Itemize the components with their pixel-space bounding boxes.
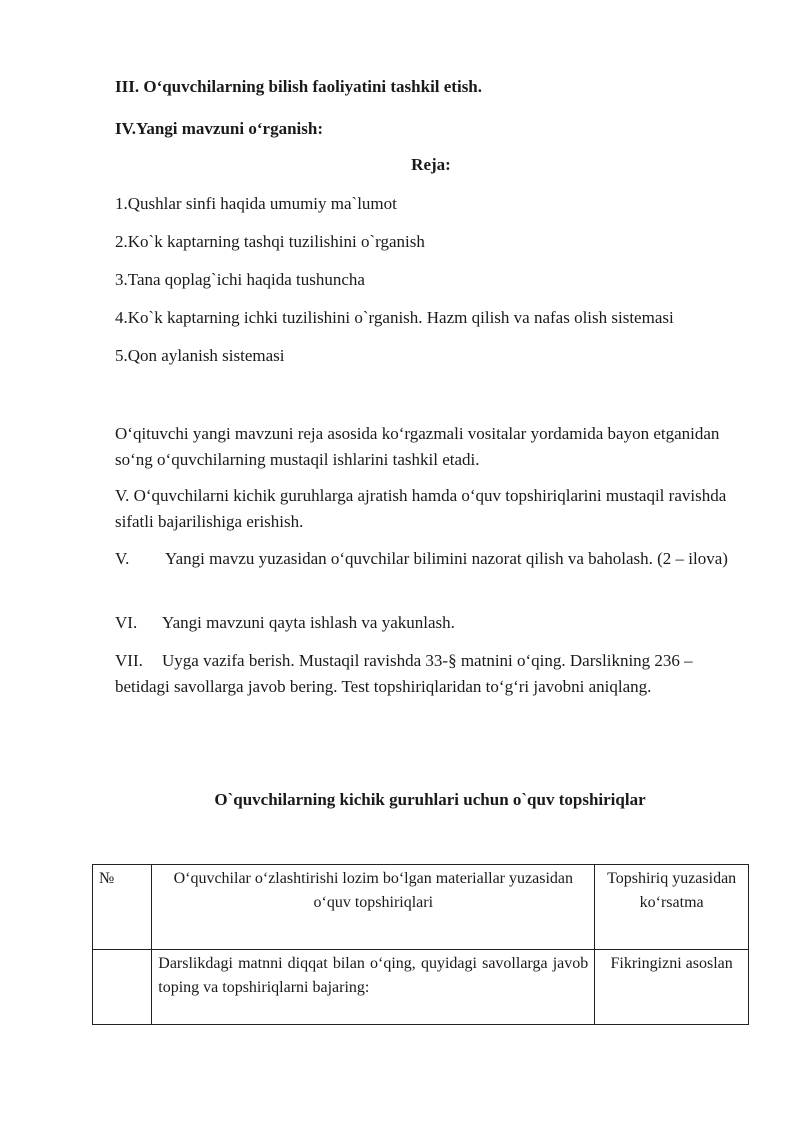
section-v2-paragraph [115, 546, 745, 572]
tasks-table [92, 864, 749, 1025]
table-header-row [93, 865, 749, 950]
plan-item-1: 1.Qushlar sinfi haqida umumiy ma`lumot [115, 194, 397, 213]
row-num [93, 950, 152, 1025]
section-vi-paragraph [115, 610, 745, 636]
plan-item-3: 3.Tana qoplag`ichi haqida tushuncha [115, 270, 365, 289]
row-materials: Darslikdagi matnni diqqat bilan o‘qing, quyidagi savollarga javob toping va topshiriqlarni bajaring: [152, 950, 595, 1025]
table-title: O`quvchilarning kichik guruhlari uchun o`quv topshiriqlar [214, 790, 646, 809]
plan-item-5: 5.Qon aylanish sistemasi [115, 346, 285, 365]
section-vii-paragraph [115, 648, 745, 700]
row-guidance: Fikringizni asoslan [595, 950, 749, 1025]
teacher-paragraph: O‘qituvchi yangi mavzuni reja asosida ko‘rgazmali vositalar yordamida bayon etganidan so‘ng o‘quvchilarning mustaqil ishlarini tashkil etadi. [115, 424, 720, 469]
plan-title: Reja: [411, 155, 451, 174]
section-vi-text: Yangi mavzuni qayta ishlash va yakunlash. [162, 613, 455, 632]
section-4-heading: IV.Yangi mavzuni o‘rganish: [115, 119, 323, 138]
section-vii-label: VII. [115, 651, 143, 670]
section-vii-text: Uyga vazifa berish. Mustaqil ravishda 33-§ matnini o‘qing. Darslikning 236 – betidagi savollarga javob bering. Test topshiriqlaridan to‘g‘ri javobni aniqlang. [115, 651, 693, 696]
header-guidance: Topshiriq yuzasidan ko‘rsatma [595, 865, 749, 950]
table-row [93, 950, 749, 1025]
section-v1-paragraph: V. O‘quvchilarni kichik guruhlarga ajratish hamda o‘quv topshiriqlarini mustaqil ravishda sifatli bajarilishiga erishish. [115, 486, 727, 531]
section-v2-label: V. [115, 549, 130, 568]
section-vi-label: VI. [115, 613, 138, 632]
plan-item-4: 4.Ko`k kaptarning ichki tuzilishini o`rganish. Hazm qilish va nafas olish sistemasi [115, 308, 674, 327]
plan-item-2: 2.Ko`k kaptarning tashqi tuzilishini o`rganish [115, 232, 425, 251]
header-materials: O‘quvchilar o‘zlashtirishi lozim bo‘lgan materiallar yuzasidan o‘quv topshiriqlari [152, 865, 595, 950]
section-3-heading: III. O‘quvchilarning bilish faoliyatini tashkil etish. [115, 77, 483, 96]
header-num: № [93, 865, 152, 950]
section-v2-text: Yangi mavzu yuzasidan o‘quvchilar bilimini nazorat qilish va baholash. (2 – ilova) [165, 549, 728, 568]
